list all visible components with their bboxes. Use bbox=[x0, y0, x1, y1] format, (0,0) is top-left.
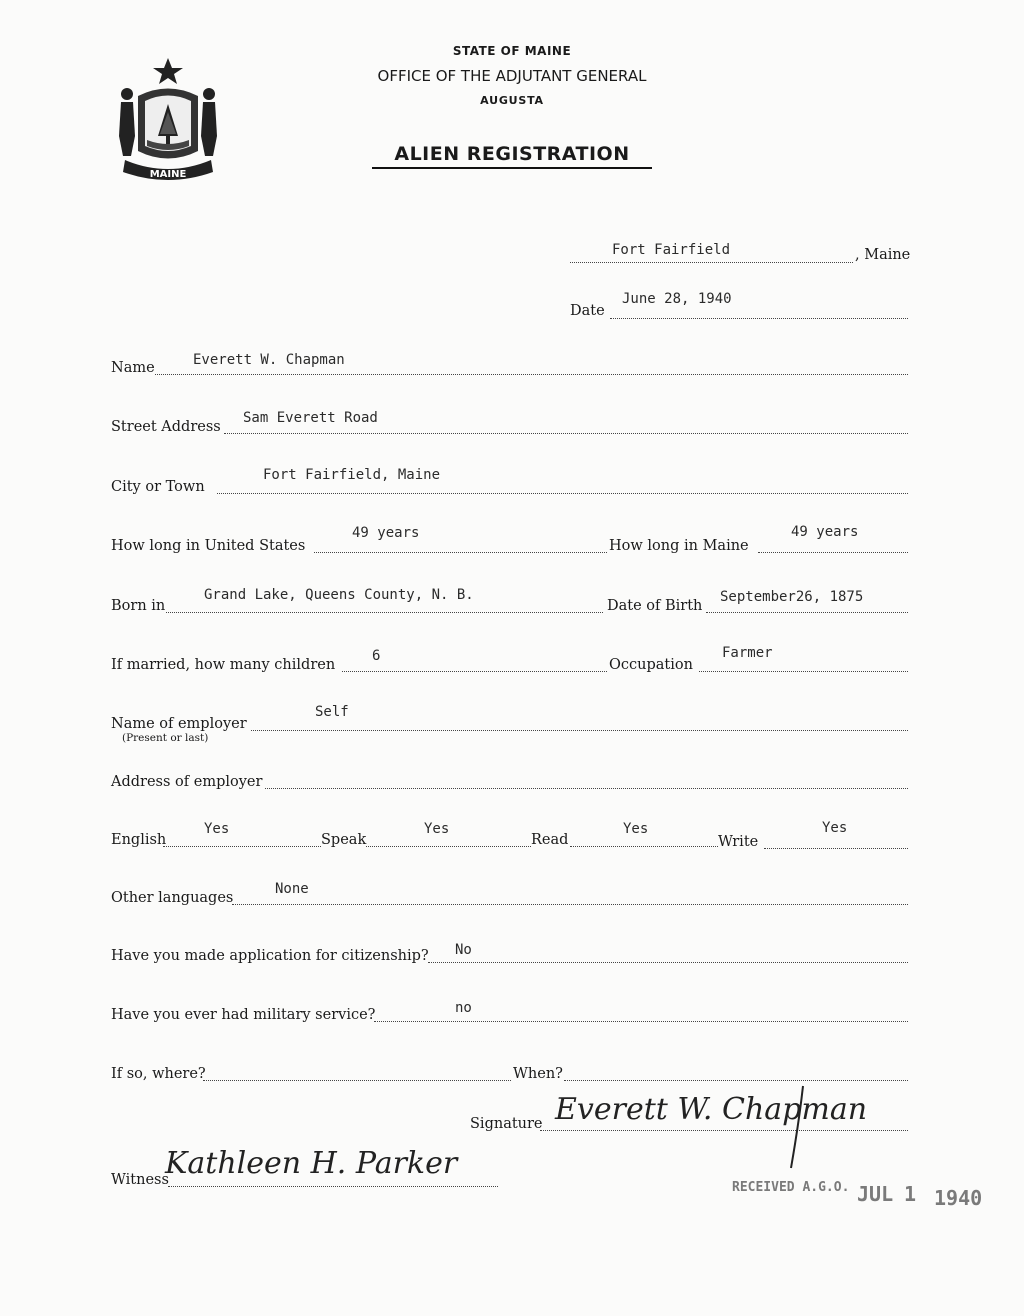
where-label: If so, where? bbox=[111, 1066, 206, 1082]
street-label: Street Address bbox=[111, 419, 221, 435]
write-value: Yes bbox=[822, 820, 848, 836]
us-duration-value: 49 years bbox=[352, 525, 420, 541]
occupation-value: Farmer bbox=[722, 645, 773, 661]
maine-duration-value: 49 years bbox=[791, 524, 859, 540]
witness-line bbox=[168, 1186, 498, 1187]
children-label: If married, how many children bbox=[111, 657, 336, 673]
english-value: Yes bbox=[204, 821, 230, 837]
military-line bbox=[374, 1021, 908, 1022]
english-line bbox=[163, 846, 321, 847]
other-languages-label: Other languages bbox=[111, 890, 234, 906]
other-languages-line bbox=[232, 904, 908, 905]
form-title: ALIEN REGISTRATION bbox=[394, 143, 630, 165]
signature-label: Signature bbox=[470, 1116, 543, 1132]
where-line bbox=[203, 1080, 511, 1081]
place-value: Fort Fairfield bbox=[612, 242, 731, 258]
employer-note: (Present or last) bbox=[122, 732, 209, 744]
city-value: Fort Fairfield, Maine bbox=[263, 467, 441, 483]
other-languages-value: None bbox=[275, 881, 309, 897]
office-heading: OFFICE OF THE ADJUTANT GENERAL bbox=[377, 67, 647, 85]
name-label: Name bbox=[111, 360, 155, 376]
read-label: Read bbox=[531, 832, 569, 848]
occupation-line bbox=[699, 671, 908, 672]
write-line bbox=[764, 848, 908, 849]
military-value: no bbox=[455, 1000, 472, 1016]
state-heading: STATE OF MAINE bbox=[452, 44, 572, 58]
received-stamp-text: RECEIVED A.G.O. bbox=[732, 1180, 850, 1195]
received-stamp-month: JUL bbox=[857, 1182, 894, 1206]
speak-line bbox=[366, 846, 531, 847]
maine-duration-label: How long in Maine bbox=[609, 538, 749, 554]
city-label: City or Town bbox=[111, 479, 205, 495]
date-label: Date bbox=[570, 303, 605, 319]
us-duration-label: How long in United States bbox=[111, 538, 306, 554]
born-in-label: Born in bbox=[111, 598, 166, 614]
speak-value: Yes bbox=[424, 821, 450, 837]
witness-handwriting: Kathleen H. Parker bbox=[165, 1146, 458, 1181]
employer-line bbox=[251, 730, 908, 731]
dob-value: September26, 1875 bbox=[720, 589, 864, 605]
born-in-value: Grand Lake, Queens County, N. B. bbox=[204, 587, 474, 603]
place-line bbox=[570, 262, 853, 263]
seal-banner-text: MAINE bbox=[149, 169, 187, 180]
speak-label: Speak bbox=[321, 832, 367, 848]
received-stamp-day: 1 bbox=[904, 1182, 917, 1206]
name-line bbox=[155, 374, 908, 375]
dob-label: Date of Birth bbox=[607, 598, 703, 614]
date-line bbox=[610, 318, 908, 319]
employer-value: Self bbox=[315, 704, 349, 720]
citizenship-line bbox=[428, 962, 908, 963]
city-heading: AUGUSTA bbox=[480, 94, 544, 107]
occupation-label: Occupation bbox=[609, 657, 693, 673]
signature-line bbox=[540, 1130, 908, 1131]
children-line bbox=[342, 671, 607, 672]
read-line bbox=[570, 846, 718, 847]
name-value: Everett W. Chapman bbox=[193, 352, 345, 368]
when-label: When? bbox=[513, 1066, 563, 1082]
read-value: Yes bbox=[623, 821, 649, 837]
military-label: Have you ever had military service? bbox=[111, 1007, 376, 1023]
employer-label: Name of employer bbox=[111, 716, 247, 732]
maine-state-seal-icon bbox=[113, 56, 223, 186]
received-stamp-year: 1940 bbox=[934, 1186, 983, 1210]
citizenship-value: No bbox=[455, 942, 472, 958]
city-line bbox=[217, 493, 908, 494]
witness-label: Witness bbox=[111, 1172, 169, 1188]
write-label: Write bbox=[718, 834, 759, 850]
english-label: English bbox=[111, 832, 167, 848]
title-underline bbox=[372, 167, 652, 169]
signature-stroke bbox=[785, 1082, 815, 1172]
dob-line bbox=[706, 612, 908, 613]
born-in-line bbox=[166, 612, 603, 613]
signature-handwriting: Everett W. Chapman bbox=[555, 1092, 868, 1127]
citizenship-label: Have you made application for citizenship? bbox=[111, 948, 429, 964]
employer-address-label: Address of employer bbox=[111, 774, 263, 790]
street-value: Sam Everett Road bbox=[243, 410, 378, 426]
employer-address-line bbox=[265, 788, 908, 789]
date-value: June 28, 1940 bbox=[622, 291, 732, 307]
when-line bbox=[564, 1080, 908, 1081]
maine-duration-line bbox=[758, 552, 908, 553]
street-line bbox=[224, 433, 908, 434]
us-duration-line bbox=[314, 552, 607, 553]
place-suffix: , Maine bbox=[855, 247, 911, 263]
children-value: 6 bbox=[372, 648, 381, 664]
